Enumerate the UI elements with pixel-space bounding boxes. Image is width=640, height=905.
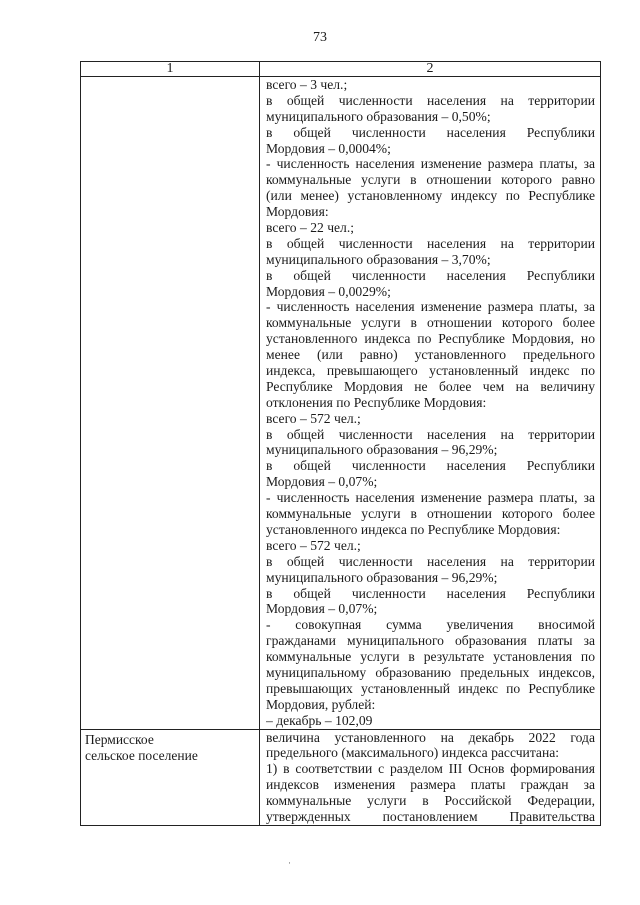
text-line: в общей численности населения на территории	[266, 553, 595, 569]
text-line: Мордовия, рублей:	[266, 696, 376, 712]
text-line: Мордовия – 0,07%;	[266, 474, 378, 490]
text-line: коммунальные услуги в Российской Федерации,	[266, 793, 595, 809]
text-line: всего – 572 чел.;	[266, 537, 361, 553]
text-line: муниципального образования – 96,29%;	[266, 442, 498, 458]
text-line: Мордовия – 0,0004%;	[266, 140, 391, 156]
text-line: индекса, превышающего установленный индекс по	[266, 363, 595, 379]
text-line: (или менее) установленному индексу по Республике	[266, 188, 595, 204]
header-col-2: 2	[260, 62, 601, 77]
page-number: 73	[313, 30, 327, 45]
text-line: предельного (максимального) индекса рассчитана:	[266, 745, 560, 761]
text-line: в общей численности населения Республики	[266, 267, 595, 283]
row1-right-cell	[260, 77, 601, 730]
text-line: превышающих установленный индекс по Республике	[266, 680, 595, 696]
text-line: коммунальные услуги в результате установления по	[266, 649, 595, 665]
text-line: муниципального образования – 3,70%;	[266, 251, 491, 267]
text-line: - численность населения изменение размера платы, за	[266, 490, 595, 506]
text-line: величина установленного на декабрь 2022 года	[266, 729, 595, 745]
text-line: отклонения по Республике Мордовия:	[266, 394, 487, 410]
text-line: в общей численности населения Республики	[266, 458, 595, 474]
settlement-name-line-1: Пермисское	[85, 731, 154, 747]
text-line: коммунальные услуги в отношении которого равно	[266, 172, 595, 188]
text-line: в общей численности населения Республики	[266, 585, 595, 601]
text-line: в общей численности населения на территории	[266, 426, 595, 442]
settlement-name-line-2: сельское поселение	[85, 747, 198, 763]
text-line: - численность населения изменение размера платы, за	[266, 156, 595, 172]
text-line: муниципальному образованию предельных индексов,	[266, 664, 595, 680]
text-line: установленного индекса по Республике Мордовия, но	[266, 331, 595, 347]
text-line: Мордовия – 0,07%;	[266, 601, 378, 617]
text-line: муниципального образования – 96,29%;	[266, 569, 498, 585]
text-line: утвержденных постановлением Правительства	[266, 808, 595, 824]
row2-text-block	[266, 730, 595, 825]
table-header-row	[81, 62, 601, 77]
text-line: Мордовия:	[266, 204, 329, 220]
row1-text-block	[266, 77, 595, 729]
table-row	[81, 77, 601, 730]
text-line: всего – 572 чел.;	[266, 410, 361, 426]
text-line: - совокупная сумма увеличения вносимой	[266, 617, 595, 633]
document-table	[80, 61, 601, 826]
text-line: всего – 22 чел.;	[266, 220, 355, 236]
text-line: Республике Мордовия не более чем на величину	[266, 378, 595, 394]
footer-mark: ·	[288, 858, 291, 868]
row2-left-cell	[81, 729, 260, 825]
text-line: в общей численности населения на территории	[266, 235, 595, 251]
text-line: в общей численности населения на территории	[266, 92, 595, 108]
text-line: коммунальные услуги в отношении которого более	[266, 315, 595, 331]
row1-left-cell	[81, 77, 260, 730]
text-line: гражданами муниципального образования платы за	[266, 633, 595, 649]
row2-right-cell	[260, 729, 601, 825]
text-line: в общей численности населения Республики	[266, 124, 595, 140]
text-line: 1) в соответствии с разделом III Основ формирования	[266, 761, 595, 777]
text-line: – декабрь – 102,09	[266, 712, 373, 728]
text-line: менее (или равно) установленного предельного	[266, 347, 595, 363]
text-line: всего – 3 чел.;	[266, 77, 348, 92]
header-col-1: 1	[81, 62, 260, 77]
text-line: муниципального образования – 0,50%;	[266, 108, 491, 124]
table-row	[81, 729, 601, 825]
text-line: коммунальные услуги в отношении которого более	[266, 506, 595, 522]
text-line: Мордовия – 0,0029%;	[266, 283, 391, 299]
text-line: установленного индекса по Республике Мордовия:	[266, 521, 561, 537]
text-line: индексов изменения размера платы граждан за	[266, 777, 595, 793]
text-line: - численность населения изменение размера платы, за	[266, 299, 595, 315]
